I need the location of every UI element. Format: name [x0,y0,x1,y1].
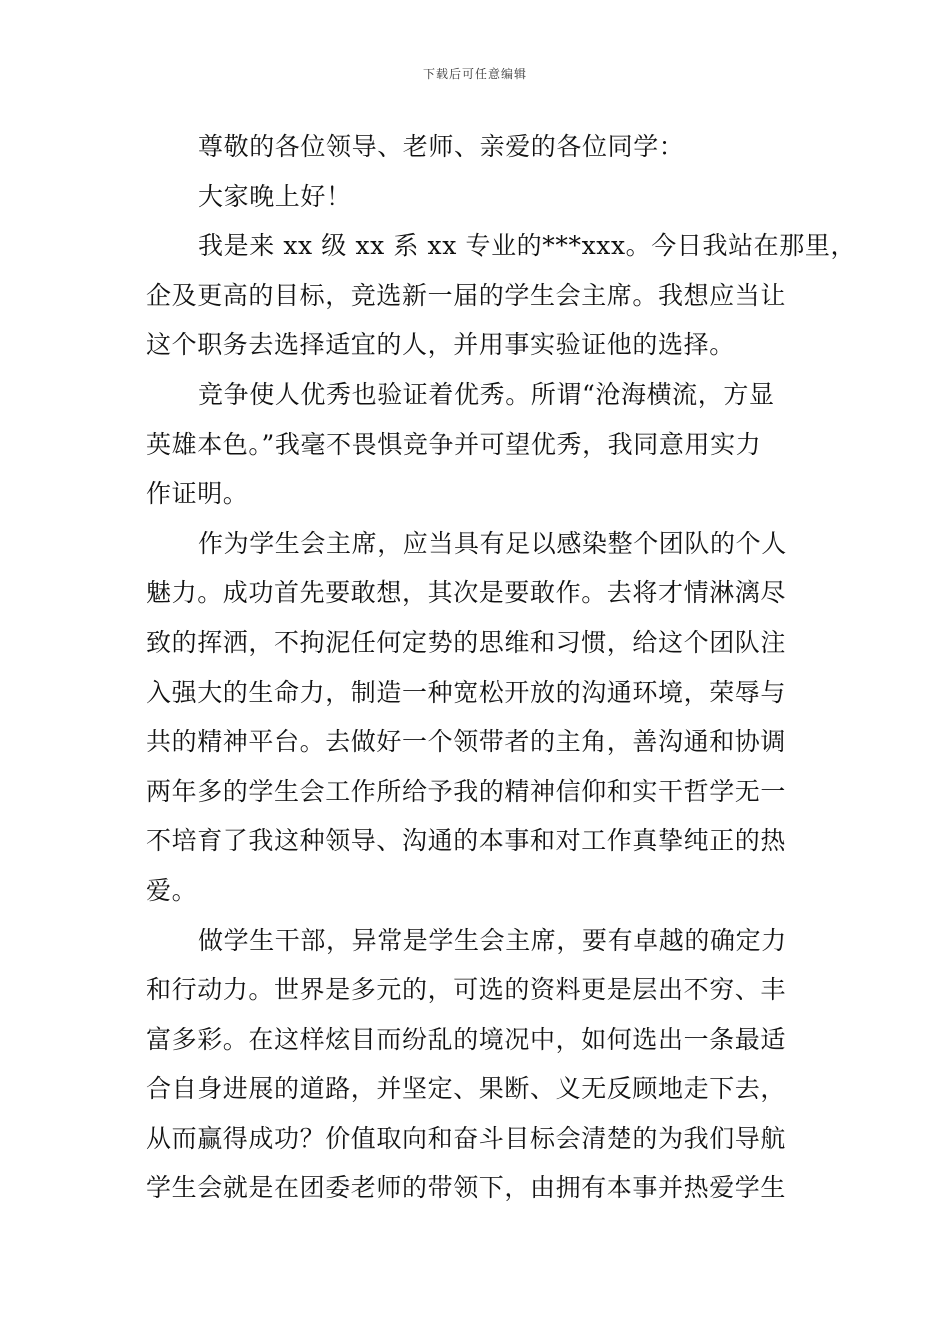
paragraph-line: 致的挥洒，不拘泥任何定势的思维和习惯，给这个团队注 [146,627,787,657]
paragraph-line: 不培育了我这种领导、沟通的本事和对工作真挚纯正的热 [146,826,787,856]
greeting-line: 大家晚上好！ [198,181,352,211]
paragraph-line: 爱。 [146,875,198,905]
paragraph-line: 学生会就是在团委老师的带领下，由拥有本事并热爱学生 [146,1173,787,1203]
paragraph-line: 这个职务去选择适宜的人，并用事实验证他的选择。 [146,330,735,360]
salutation-line: 尊敬的各位领导、老师、亲爱的各位同学： [198,132,685,161]
paragraph-line: 两年多的学生会工作所给予我的精神信仰和实干哲学无一 [146,776,787,806]
paragraph-line: 从而赢得成功？价值取向和奋斗目标会清楚的为我们导航 [146,1123,787,1153]
paragraph-line: 魅力。成功首先要敢想，其次是要敢作。去将才情淋漓尽 [146,578,787,608]
paragraph-line: 做学生干部，异常是学生会主席，要有卓越的确定力 [198,925,787,955]
document-body [146,122,857,1213]
paragraph-line: 我是来 xx 级 xx 系 xx 专业的***xxx。今日我站在那里， [198,231,857,261]
paragraph-line: 企及更高的目标，竞选新一届的学生会主席。我想应当让 [146,280,787,310]
paragraph-line: 竞争使人优秀也验证着优秀。所谓“沧海横流，方显 [198,379,775,409]
paragraph-line: 合自身进展的道路，并坚定、果断、义无反顾地走下去， [146,1074,787,1104]
paragraph-line: 和行动力。世界是多元的，可选的资料更是层出不穷、丰 [146,975,787,1005]
paragraph-line: 作为学生会主席，应当具有足以感染整个团队的个人 [198,528,787,558]
paragraph-line: 英雄本色。”我毫不畏惧竞争并可望优秀，我同意用实力 [146,429,762,459]
paragraph-line: 入强大的生命力，制造一种宽松开放的沟通环境，荣辱与 [146,677,787,707]
header-note: 下载后可任意编辑 [422,67,527,81]
paragraph-line: 共的精神平台。去做好一个领带者的主角，善沟通和协调 [146,727,787,757]
paragraph-line: 富多彩。在这样炫目而纷乱的境况中，如何选出一条最适 [146,1024,787,1054]
paragraph-line: 作证明。 [146,479,249,509]
